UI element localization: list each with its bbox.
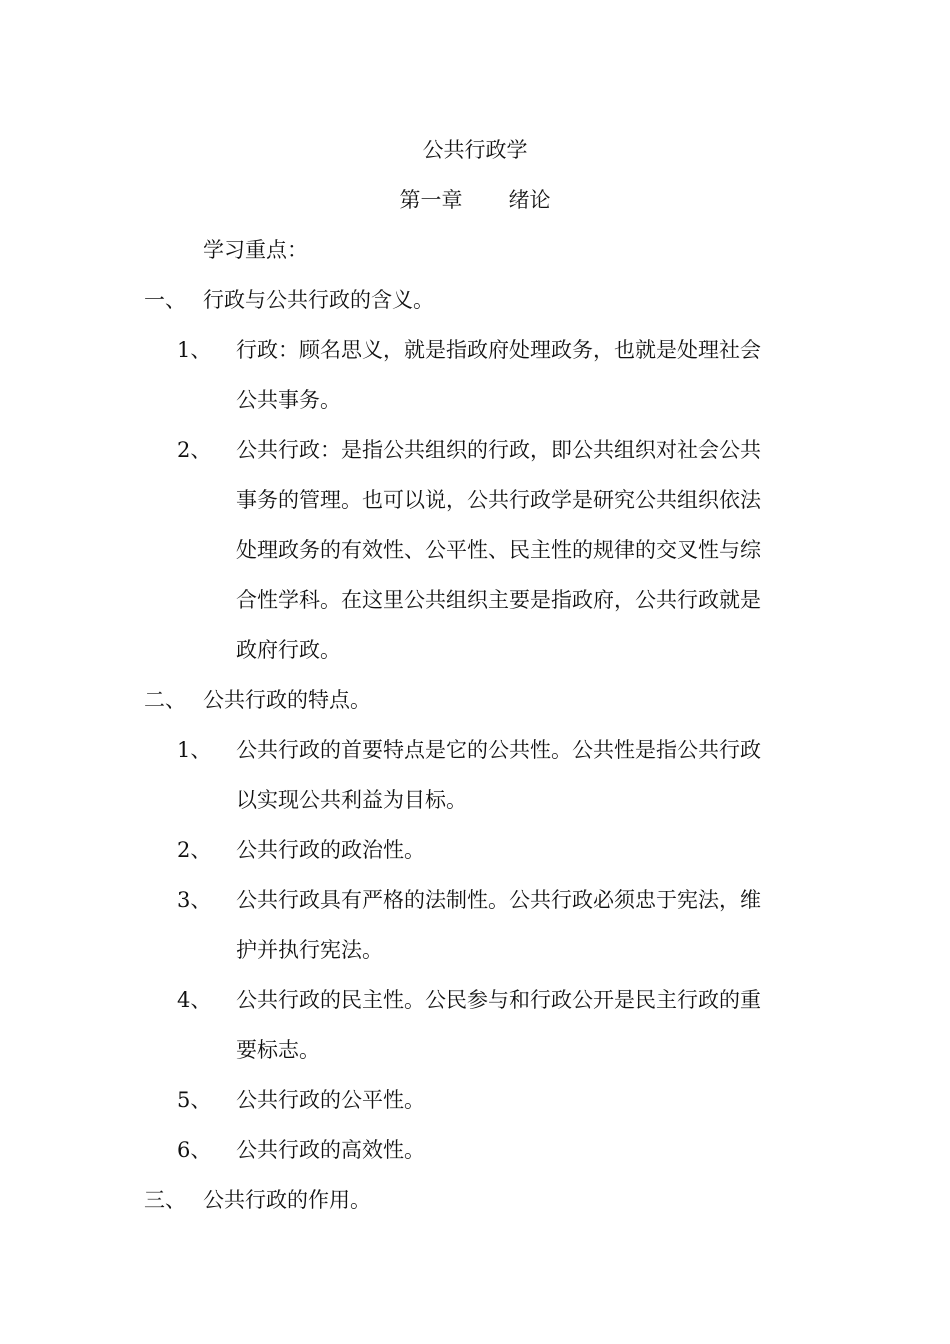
item-text-line: 护并执行宪法。 bbox=[236, 938, 383, 962]
item-number: 3、 bbox=[177, 888, 212, 912]
item-text-line: 公共行政的政治性。 bbox=[236, 838, 425, 862]
section-heading: 行政与公共行政的含义。 bbox=[203, 288, 434, 312]
item-text-line: 行政：顾名思义，就是指政府处理政务，也就是处理社会 bbox=[236, 338, 761, 362]
item-text-line: 事务的管理。也可以说，公共行政学是研究公共组织依法 bbox=[236, 488, 761, 512]
item-text-line: 公共事务。 bbox=[236, 388, 341, 412]
item-text-line: 政府行政。 bbox=[236, 638, 341, 662]
item-text-line: 公共行政的民主性。公民参与和行政公开是民主行政的重 bbox=[236, 988, 761, 1012]
document-title: 公共行政学 bbox=[422, 138, 528, 162]
chapter-heading bbox=[0, 186, 950, 214]
item-text-line: 处理政务的有效性、公平性、民主性的规律的交叉性与综 bbox=[236, 538, 761, 562]
section-number: 三、 bbox=[144, 1188, 186, 1212]
item-number: 5、 bbox=[177, 1088, 212, 1112]
section-heading: 公共行政的特点。 bbox=[203, 688, 371, 712]
section-number: 一、 bbox=[144, 288, 186, 312]
item-text-line: 公共行政具有严格的法制性。公共行政必须忠于宪法，维 bbox=[236, 888, 761, 912]
section-heading: 公共行政的作用。 bbox=[203, 1188, 371, 1212]
item-text-line: 公共行政：是指公共组织的行政，即公共组织对社会公共 bbox=[236, 438, 761, 462]
item-number: 2、 bbox=[177, 438, 212, 462]
study-focus-label: 学习重点： bbox=[203, 238, 308, 262]
item-text-line: 公共行政的公平性。 bbox=[236, 1088, 425, 1112]
item-number: 1、 bbox=[177, 338, 212, 362]
item-number: 6、 bbox=[177, 1138, 212, 1162]
item-text-line: 合性学科。在这里公共组织主要是指政府，公共行政就是 bbox=[236, 588, 761, 612]
section-number: 二、 bbox=[144, 688, 186, 712]
item-text-line: 要标志。 bbox=[236, 1038, 320, 1062]
chapter-number: 第一章 bbox=[399, 188, 463, 212]
item-number: 4、 bbox=[177, 988, 212, 1012]
item-text-line: 以实现公共利益为目标。 bbox=[236, 788, 467, 812]
chapter-name: 绪论 bbox=[508, 188, 551, 212]
item-text-line: 公共行政的首要特点是它的公共性。公共性是指公共行政 bbox=[236, 738, 761, 762]
item-number: 2、 bbox=[177, 838, 212, 862]
item-number: 1、 bbox=[177, 738, 212, 762]
item-text-line: 公共行政的高效性。 bbox=[236, 1138, 425, 1162]
